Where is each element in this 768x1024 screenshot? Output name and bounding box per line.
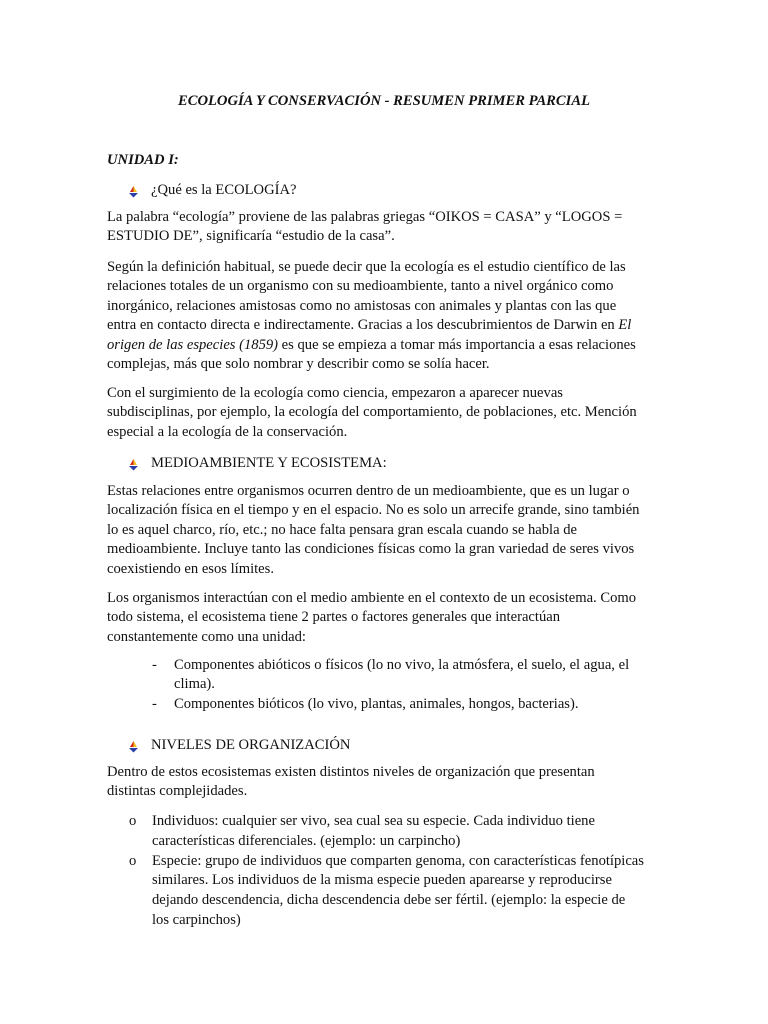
arrow-bullet-icon <box>128 185 139 198</box>
text-run: es que se empieza a tomar más importancia a esas relaciones <box>278 336 636 353</box>
text-line: lo es aquel charco, río, etc.; no hace falta pensara gran escala cuando se habla de <box>107 521 578 538</box>
levels-list <box>129 812 669 931</box>
text-line: similares. Los individuos de la misma especie pueden aparearse y reproducirse <box>152 872 612 889</box>
text-line: Componentes abióticos o físicos (lo no vivo, la atmósfera, el suelo, el agua, el <box>174 657 630 673</box>
text-line: La palabra “ecología” proviene de las palabras griegas “OIKOS = CASA” y “LOGOS = <box>107 209 623 225</box>
section-heading-label: ¿Qué es la ECOLOGÍA? <box>151 182 297 198</box>
section-heading-ecologia <box>128 180 296 200</box>
text-line: localización física en el tiempo y en el espacio. No es solo un arrecife grande, sino también <box>107 502 640 519</box>
list-item <box>129 852 669 931</box>
text-run: entra en contacto directa e indirectamente. Gracias a los descubrimientos de Darwin en <box>107 317 619 334</box>
paragraph-etymology <box>107 208 662 247</box>
paragraph-definition <box>107 258 662 374</box>
text-line: Especie: grupo de individuos que comparten genoma, con características fenotípicas <box>152 852 644 869</box>
text-line: Estas relaciones entre organismos ocurren dentro de un medioambiente, que es un lugar o <box>107 483 630 499</box>
list-item <box>152 695 672 714</box>
book-title-italic: origen de las especies (1859) <box>107 336 279 353</box>
dash-marker: - <box>152 695 157 712</box>
text-line: Dentro de estos ecosistemas existen distintos niveles de organización que presentan <box>107 764 595 780</box>
text-line: características diferenciales. (ejemplo: un carpincho) <box>152 832 461 849</box>
components-list <box>152 656 672 714</box>
book-title-italic: El <box>618 317 632 334</box>
paragraph-ecosistema <box>107 589 662 647</box>
arrow-bullet-icon <box>128 458 139 471</box>
list-item <box>129 812 669 852</box>
text-line <box>107 336 662 355</box>
text-line: distintas complejidades. <box>107 783 248 800</box>
text-line: relaciones totales de un organismo con su medioambiente, tanto a nivel orgánico como <box>107 278 614 295</box>
circle-marker: o <box>129 813 137 829</box>
arrow-bullet-icon <box>128 740 139 753</box>
section-heading-label: NIVELES DE ORGANIZACIÓN <box>151 737 351 753</box>
text-line: todo sistema, el ecosistema tiene 2 partes o factores generales que interactúan <box>107 609 561 626</box>
unit-heading: UNIDAD I: <box>107 152 179 168</box>
text-line: Según la definición habitual, se puede decir que la ecología es el estudio científico de las <box>107 259 626 275</box>
text-line: Los organismos interactúan con el medio ambiente en el contexto de un ecosistema. Como <box>107 590 637 606</box>
text-line: ESTUDIO DE”, significaría “estudio de la casa”. <box>107 228 395 245</box>
text-line: los carpinchos) <box>152 911 241 928</box>
text-line: dejando descendencia, dicha descendencia debe ser fértil. (ejemplo: la especie de <box>152 892 626 909</box>
dash-marker: - <box>152 657 157 673</box>
section-heading-niveles <box>128 735 350 755</box>
text-line: complejas, más que solo nombrar y describir como se solía hacer. <box>107 356 490 373</box>
paragraph-subdisciplines <box>107 384 662 442</box>
document-title: ECOLOGÍA Y CONSERVACIÓN - RESUMEN PRIMER PARCIAL <box>178 93 590 109</box>
text-line: Componentes bióticos (lo vivo, plantas, animales, hongos, bacterias). <box>174 695 579 712</box>
section-heading-label: MEDIOAMBIENTE Y ECOSISTEMA: <box>151 455 387 471</box>
text-line: medioambiente. Incluye tanto las condiciones físicas como la gran variedad de seres vivos <box>107 541 635 558</box>
list-item <box>152 656 672 695</box>
text-line: subdisciplinas, por ejemplo, la ecología del comportamiento, de poblaciones, etc. Mención <box>107 404 637 421</box>
paragraph-medioambiente <box>107 482 662 579</box>
text-line: Con el surgimiento de la ecología como ciencia, empezaron a aparecer nuevas <box>107 385 563 401</box>
text-line: constantemente como una unidad: <box>107 628 306 645</box>
text-line: clima). <box>174 676 215 693</box>
text-line: Individuos: cualquier ser vivo, sea cual sea su especie. Cada individuo tiene <box>152 813 595 829</box>
paragraph-niveles <box>107 763 662 802</box>
section-heading-medioambiente <box>128 453 387 473</box>
text-line: coexistiendo en esos límites. <box>107 560 274 577</box>
circle-marker: o <box>129 852 137 869</box>
text-line: inorgánico, relaciones amistosas como no amistosas con animales y plantas con las que <box>107 297 617 314</box>
text-line <box>107 316 662 335</box>
text-line: especial a la ecología de la conservación. <box>107 423 348 440</box>
